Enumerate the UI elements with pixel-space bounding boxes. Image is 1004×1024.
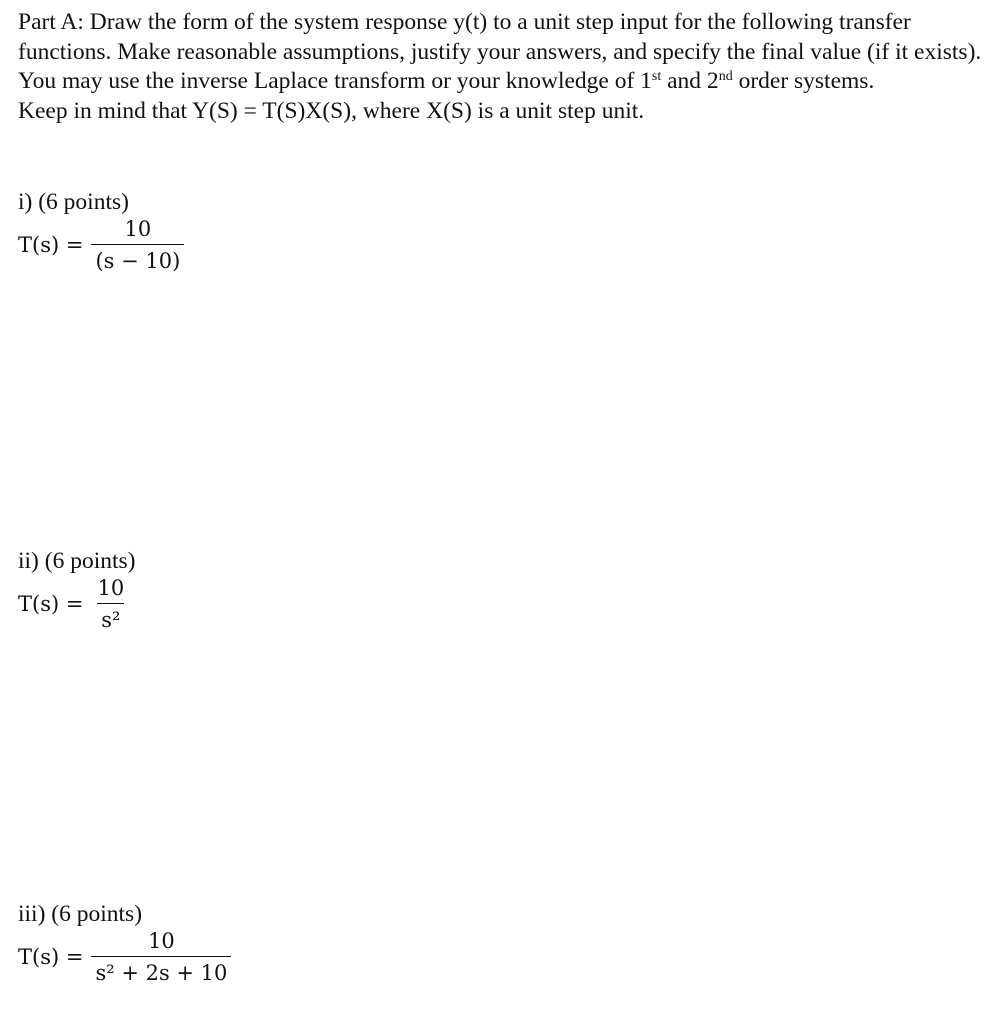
question-1-label: i) (6 points) — [18, 189, 129, 215]
question-2-label: ii) (6 points) — [18, 548, 136, 574]
fraction — [91, 217, 184, 273]
numerator: 10 — [148, 929, 175, 953]
transfer-function-lhs: T(s) = — [18, 233, 84, 257]
fraction — [91, 929, 231, 985]
intro-text: Part A: Draw the form of the system response y(t) to a unit step input for the following transfer functions. Make reasonable assumptions, justify your answers, and specify the final value (if it exists). You may use the inverse Laplace transform or your knowledge of 1 — [18, 9, 982, 94]
superscript-st: st — [651, 69, 662, 84]
problem-statement — [18, 8, 998, 126]
transfer-function-lhs: T(s) = — [18, 945, 84, 969]
keep-in-mind-text: Keep in mind that Y(S) = T(S)X(S), where X(S) is a unit step unit. — [18, 97, 645, 124]
question-1-equation — [18, 217, 184, 273]
denominator: s² + 2s + 10 — [91, 956, 231, 985]
intro-end: order systems. — [732, 68, 875, 94]
fraction — [91, 576, 130, 632]
superscript-nd: nd — [718, 69, 733, 84]
question-2-equation — [18, 576, 130, 632]
question-3-equation — [18, 929, 231, 985]
question-3-label: iii) (6 points) — [18, 901, 143, 927]
transfer-function-lhs: T(s) = — [18, 592, 84, 616]
intro-and: and 2 — [661, 68, 719, 94]
numerator: 10 — [124, 217, 152, 241]
denominator: s² — [97, 603, 124, 632]
numerator: 10 — [97, 576, 125, 600]
denominator: (s − 10) — [91, 244, 184, 273]
